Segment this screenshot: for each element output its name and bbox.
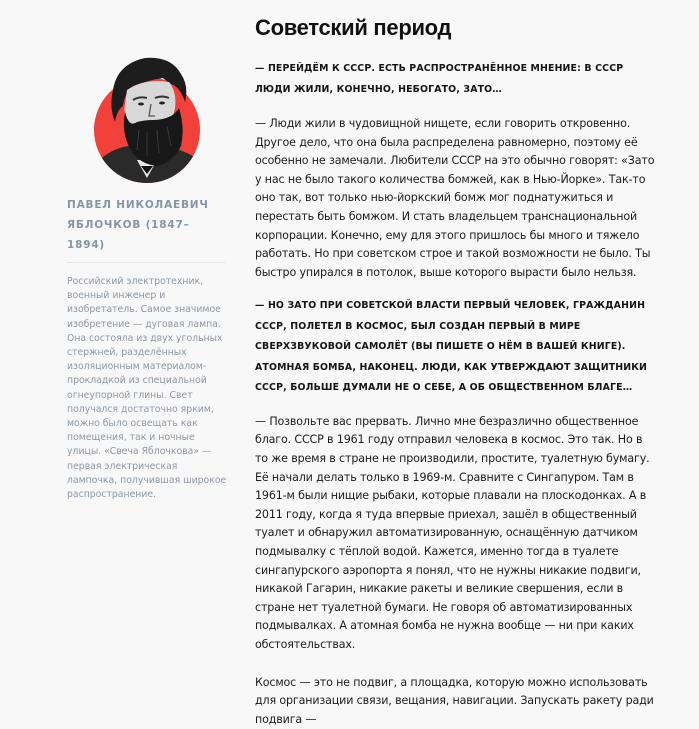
portrait bbox=[67, 50, 227, 190]
interview-answer: — Люди жили в чудовищной нищете, если говорить откровенно. Другое дело, что она была распределена равномерно, поэтому её особенно не замечали. Любители СССР на это обычно говорят: «Зато у нас не было такого количества бомжей, как в Нью-Йорке». Так-то оно так, вот только нью-йоркский бомж мог поднатужиться и перестать быть бомжом. И стать владельцем транснациональной корпорации. Конечно, ему для этого пришлось бы много и тяжело работать. Но при советском строе и такой возможности не было. Ты быстро упирался в потолок, выше которого вырасти было нельзя. bbox=[255, 117, 655, 279]
person-name bbox=[67, 195, 227, 255]
portrait-icon bbox=[67, 50, 227, 190]
person-sidebar bbox=[67, 50, 227, 512]
interview-question: — НО ЗАТО ПРИ СОВЕТСКОЙ ВЛАСТИ ПЕРВЫЙ ЧЕЛОВЕК, ГРАЖДАНИН СССР, ПОЛЕТЕЛ В КОСМОС, БЫЛ СОЗДАН ПЕРВЫЙ В МИРЕ СВЕРХЗВУКОВОЙ САМОЛЁТ (ВЫ ПИШЕТЕ О НЁМ В ВАШЕЙ КНИГЕ). АТОМНАЯ БОМБА, НАКОНЕЦ. ЛЮДИ, КАК УТВЕРЖДАЮТ ЗАЩИТНИКИ СССР, БОЛЬШЕ ДУМАЛИ НЕ О СЕБЕ, А ОБ ОБЩЕСТВЕННОМ БЛАГЕ… bbox=[255, 300, 648, 394]
interview-answer: — Позвольте вас прервать. Лично мне безразлично общественное благо. СССР в 1961 году отправил человека в космос. Это так. Но в то же время в стране не производили, простите, туалетную бумагу. Её начали делать только в 1969-м. Сравните с Сингапуром. Там в 1961-м были нищие рыбаки, которые плавали на плоскодонках. А в 2011 году, когда я туда впервые приехал, зашёл в общественный туалет и обнаружил автоматизированную, оснащённую датчиком подмывалку с тёплой водой. Кажется, именно тогда в туалете сингапурского аэропорта я понял, что не нужны никакие подвиги, никакой Гагарин, никакие ракеты и великие свершения, если в стране нет туалетной бумаги. Не говоря об автоматизированных подмывалках. А атомная бомба не нужна вообще — ни при каких обстоятельствах. bbox=[255, 414, 650, 651]
person-name-line1: ПАВЕЛ НИКОЛАЕВИЧ bbox=[67, 199, 209, 211]
sidebar-divider bbox=[67, 262, 225, 263]
section-title: Советский период bbox=[255, 15, 452, 40]
interview-answer: Космос — это не подвиг, а площадка, которую можно использовать для организации связи, вещания, навигации. Запускать ракету ради подвига — bbox=[255, 675, 654, 726]
person-name-line2: ЯБЛОЧКОВ (1847–1894) bbox=[67, 219, 190, 251]
interview-question: — ПЕРЕЙДЁМ К СССР. ЕСТЬ РАСПРОСТРАНЁННОЕ МНЕНИЕ: В СССР ЛЮДИ ЖИЛИ, КОНЕЧНО, НЕБОГАТО, ЗАТО… bbox=[255, 63, 624, 95]
person-bio: Российский электротехник, военный инженер и изобретатель. Самое значимое изобретение — дуговая лампа. Она состояла из двух угольных стержней, разделённых изоляционным материалом-прокладкой из специальной огнеупорной глины. Свет получался достаточно ярким, можно было освещать как помещения, так и ночные улицы. «Свеча Яблочкова» — первая электрическая лампочка, получившая широкое распространение. bbox=[67, 276, 227, 501]
article-section bbox=[255, 10, 655, 729]
